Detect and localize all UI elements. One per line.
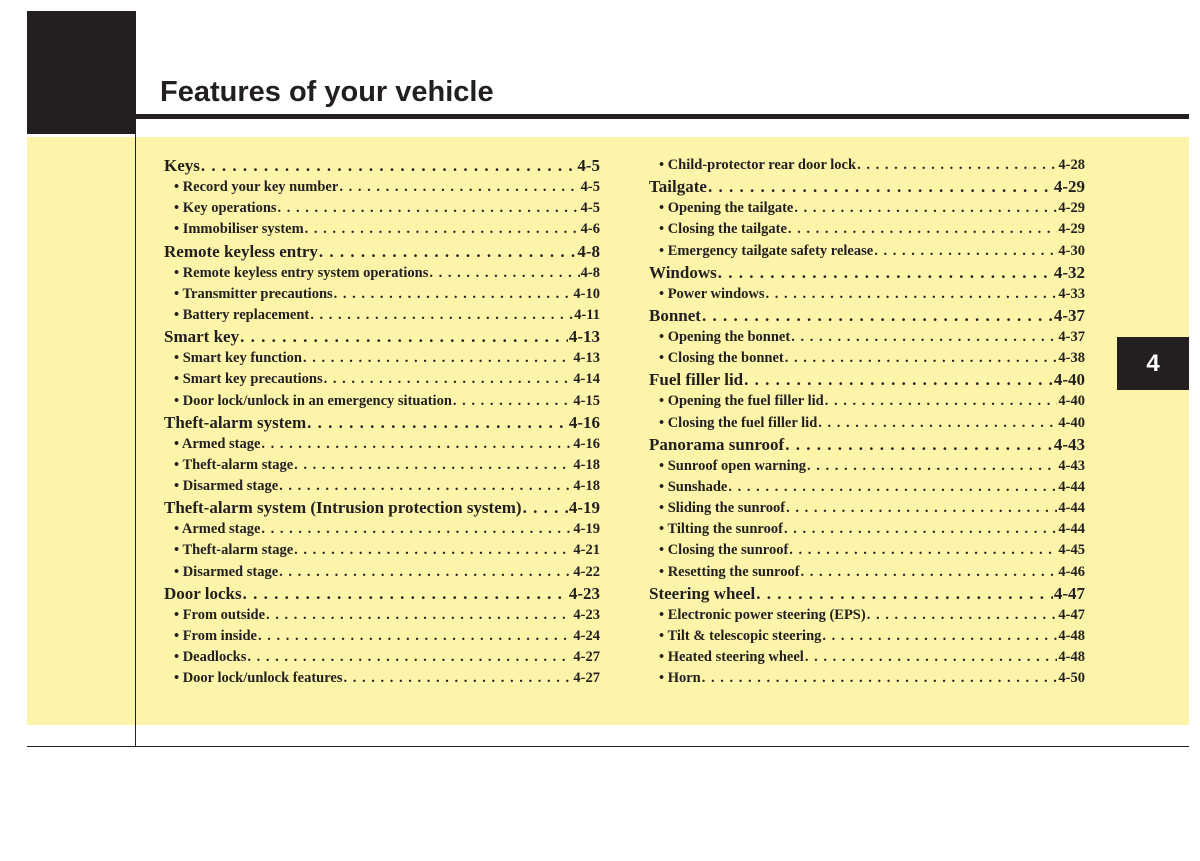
toc-subsection-entry[interactable] [164,263,600,284]
toc-entry-page: 4-30 [1058,242,1085,259]
toc-section-entry[interactable] [649,434,1085,456]
toc-subsection-entry[interactable] [164,476,600,497]
dot-leader [201,155,576,177]
margin-rule [135,134,136,747]
toc-entry-label: • Immobiliser system [174,221,304,238]
toc-entry-page: 4-44 [1058,500,1085,517]
toc-column-left [164,155,600,690]
dot-leader [786,498,1057,519]
dot-leader [789,540,1057,561]
toc-subsection-entry[interactable] [164,198,600,219]
toc-entry-label: • Theft-alarm stage [174,456,294,473]
toc-entry-label: • Disarmed stage [174,563,279,580]
toc-subsection-entry[interactable] [649,540,1085,561]
toc-entry-label: Windows [649,262,717,282]
dot-leader [794,198,1057,219]
toc-subsection-entry[interactable] [164,177,600,198]
toc-subsection-entry[interactable] [164,540,600,561]
toc-entry-page: 4-16 [568,412,600,432]
toc-subsection-entry[interactable] [649,519,1085,540]
dot-leader [303,348,572,369]
toc-entry-label: Theft-alarm system (Intrusion protection system) [164,498,522,518]
toc-entry-label: • Armed stage [174,435,261,452]
toc-entry-label: • From inside [174,628,257,644]
toc-subsection-entry[interactable] [649,219,1085,240]
toc-entry-page: 4-44 [1058,521,1085,538]
toc-entry-label: • Opening the bonnet [659,328,791,345]
toc-entry-page: 4-27 [573,670,600,687]
dot-leader [874,241,1057,262]
page-title: Features of your vehicle [160,76,494,108]
dot-leader [785,348,1058,369]
toc-entry-label: • Transmitter precautions [174,285,333,302]
toc-entry-page: 4-29 [1053,177,1085,197]
toc-entry-label: Smart key [164,327,240,347]
toc-section-entry[interactable] [164,583,600,605]
toc-entry-page: 4-27 [573,649,600,666]
dot-leader [728,477,1057,498]
toc-entry-page: 4-18 [573,456,600,473]
dot-leader [702,668,1058,689]
toc-subsection-entry[interactable] [649,348,1085,369]
dot-leader [258,626,572,647]
toc-entry-page: 4-40 [1058,414,1085,431]
bottom-rule [27,746,1189,747]
toc-section-entry[interactable] [164,241,600,263]
toc-subsection-entry[interactable] [649,155,1085,176]
dot-leader [867,605,1058,626]
toc-entry-page: 4-5 [577,156,600,175]
toc-entry-page: 4-37 [1053,305,1085,325]
dot-leader [702,305,1053,327]
dot-leader [319,241,576,263]
toc-entry-page: 4-28 [1058,157,1085,173]
toc-entry-label: Panorama sunroof [649,434,785,454]
toc-section-entry[interactable] [649,176,1085,198]
toc-entry-label: • Tilt & telescopic steering [659,628,822,644]
toc-entry-label: • Tilting the sunroof [659,521,783,538]
dot-leader [805,647,1058,668]
toc-section-entry[interactable] [649,583,1085,605]
toc-entry-page: 4-40 [1053,370,1085,390]
toc-subsection-entry[interactable] [649,327,1085,348]
toc-entry-label: • Sliding the sunroof [659,500,786,517]
toc-entry-page: 4-6 [580,221,600,238]
toc-entry-label: • From outside [174,606,266,623]
toc-entry-page: 4-29 [1058,200,1085,217]
toc-entry-page: 4-47 [1058,606,1085,623]
dot-leader [788,219,1057,240]
toc-entry-label: • Remote keyless entry system operations [174,264,429,281]
toc-subsection-entry[interactable] [164,305,600,326]
toc-subsection-entry[interactable] [164,519,600,540]
toc-subsection-entry[interactable] [649,498,1085,519]
toc-entry-label: • Deadlocks [174,649,247,666]
dot-leader [240,326,568,348]
header-rule [136,114,1189,119]
dot-leader [857,155,1057,176]
toc-entry-label: • Horn [659,670,701,687]
toc-entry-page: 4-43 [1053,434,1085,454]
toc-subsection-entry[interactable] [164,434,600,455]
dot-leader [801,562,1058,583]
toc-entry-label: Theft-alarm system [164,412,307,432]
toc-entry-label: • Smart key precautions [174,371,323,388]
dot-leader [708,176,1053,198]
toc-subsection-entry[interactable] [649,647,1085,668]
dot-leader [261,434,572,455]
toc-entry-label: • Battery replacement [174,306,310,323]
dot-leader [343,668,572,689]
toc-entry-label: • Opening the tailgate [659,200,794,217]
toc-subsection-entry[interactable] [649,477,1085,498]
dot-leader [278,198,580,219]
toc-subsection-entry[interactable] [164,605,600,626]
toc-entry-page: 4-32 [1053,262,1085,282]
toc-entry-label: • Resetting the sunroof [659,563,800,580]
dot-leader [261,519,572,540]
toc-entry-label: • Closing the sunroof [659,542,789,559]
dot-leader [822,626,1057,647]
toc-entry-label: Keys [164,156,200,175]
dot-leader [766,284,1058,305]
header-black-block [27,11,136,134]
toc-entry-page: 4-24 [573,628,600,644]
chapter-number: 4 [1146,349,1160,377]
dot-leader [785,434,1053,456]
toc-entry-page: 4-19 [573,521,600,538]
dot-leader [429,263,579,284]
dot-leader [791,327,1057,348]
dot-leader [294,455,572,476]
toc-entry-page: 4-5 [580,200,600,217]
toc-entry-label: • Heated steering wheel [659,649,804,666]
toc-entry-page: 4-50 [1058,670,1085,687]
toc-subsection-entry[interactable] [649,626,1085,647]
toc-entry-label: Bonnet [649,305,701,325]
toc-entry-page: 4-13 [568,327,600,347]
toc-entry-label: • Closing the bonnet [659,350,784,367]
toc-subsection-entry[interactable] [649,198,1085,219]
toc-subsection-entry[interactable] [164,668,600,689]
toc-subsection-entry[interactable] [649,241,1085,262]
toc-entry-label: • Smart key function [174,350,302,367]
toc-entry-page: 4-13 [573,350,600,367]
toc-subsection-entry[interactable] [649,605,1085,626]
dot-leader [247,647,572,668]
dot-leader [718,262,1053,284]
toc-section-entry[interactable] [649,262,1085,284]
toc-entry-label: • Door lock/unlock features [174,670,343,687]
toc-entry-page: 4-14 [573,371,600,388]
toc-section-entry[interactable] [649,369,1085,391]
toc-entry-page: 4-48 [1058,649,1085,666]
toc-subsection-entry[interactable] [649,413,1085,434]
toc-entry-page: 4-18 [573,478,600,495]
toc-entry-label: • Emergency tailgate safety release [659,242,874,259]
toc-entry-page: 4-23 [568,583,600,603]
toc-subsection-entry[interactable] [649,284,1085,305]
toc-entry-label: • Child-protector rear door lock [659,157,857,173]
toc-entry-label: • Key operations [174,200,277,217]
toc-section-entry[interactable] [164,412,600,434]
dot-leader [744,369,1053,391]
dot-leader [279,476,572,497]
dot-leader [784,519,1057,540]
toc-entry-label: • Power windows [659,285,765,302]
dot-leader [334,284,573,305]
toc-entry-label: • Theft-alarm stage [174,542,294,559]
toc-subsection-entry[interactable] [649,562,1085,583]
dot-leader [523,497,568,519]
toc-entry-label: • Closing the tailgate [659,221,787,238]
toc-entry-page: 4-10 [573,285,600,302]
dot-leader [305,219,580,240]
toc-entry-label: • Closing the fuel filler lid [659,414,818,431]
chapter-tab [1117,337,1189,390]
toc-subsection-entry[interactable] [164,369,600,390]
dot-leader [825,391,1058,412]
toc-subsection-entry[interactable] [164,391,600,412]
dot-leader [339,177,579,198]
toc-entry-page: 4-15 [573,392,600,409]
dot-leader [310,305,573,326]
toc-subsection-entry[interactable] [164,626,600,647]
toc-entry-label: Remote keyless entry [164,241,318,261]
toc-entry-page: 4-23 [573,606,600,623]
toc-entry-page: 4-44 [1058,478,1085,495]
toc-subsection-entry[interactable] [164,284,600,305]
toc-subsection-entry[interactable] [164,219,600,240]
dot-leader [307,412,568,434]
toc-subsection-entry[interactable] [164,647,600,668]
toc-entry-page: 4-46 [1058,563,1085,580]
toc-entry-page: 4-43 [1058,457,1085,474]
dot-leader [453,391,573,412]
toc-entry-page: 4-40 [1058,393,1085,410]
toc-entry-page: 4-8 [580,264,600,281]
toc-entry-page: 4-47 [1053,583,1085,603]
toc-entry-label: • Disarmed stage [174,478,279,495]
toc-entry-label: • Electronic power steering (EPS) [659,606,866,623]
dot-leader [266,605,572,626]
toc-section-entry[interactable] [649,305,1085,327]
toc-entry-label: • Sunshade [659,478,728,495]
toc-subsection-entry[interactable] [164,348,600,369]
toc-entry-page: 4-45 [1058,542,1085,559]
toc-subsection-entry[interactable] [164,455,600,476]
toc-entry-label: • Door lock/unlock in an emergency situation [174,392,452,409]
toc-entry-label: • Armed stage [174,521,261,538]
toc-entry-page: 4-33 [1058,285,1085,302]
toc-entry-page: 4-19 [568,498,600,518]
toc-entry-page: 4-8 [577,241,600,261]
toc-entry-label: Fuel filler lid [649,370,744,390]
dot-leader [324,369,573,390]
toc-entry-page: 4-16 [573,435,600,452]
toc-subsection-entry[interactable] [649,456,1085,477]
toc-entry-page: 4-38 [1058,350,1085,367]
toc-entry-page: 4-21 [573,542,600,559]
dot-leader [294,540,572,561]
dot-leader [279,562,572,583]
toc-entry-page: 4-48 [1058,628,1085,644]
toc-entry-page: 4-11 [574,306,600,323]
toc-entry-page: 4-22 [573,563,600,580]
toc-subsection-entry[interactable] [649,391,1085,412]
dot-leader [818,413,1057,434]
toc-column-right [649,155,1085,690]
toc-entry-page: 4-5 [580,179,600,195]
toc-entry-label: • Record your key number [174,179,339,195]
toc-subsection-entry[interactable] [649,668,1085,689]
toc-section-entry[interactable] [164,326,600,348]
toc-entry-label: • Sunroof open warning [659,457,807,474]
toc-section-entry[interactable] [164,155,600,177]
toc-entry-label: Door locks [164,583,242,603]
dot-leader [756,583,1053,605]
toc-entry-label: • Opening the fuel filler lid [659,393,824,410]
toc-entry-page: 4-29 [1058,221,1085,238]
toc-entry-page: 4-37 [1058,328,1085,345]
dot-leader [243,583,568,605]
toc-entry-label: Tailgate [649,177,707,197]
dot-leader [807,456,1057,477]
toc-subsection-entry[interactable] [164,562,600,583]
toc-section-entry[interactable] [164,497,600,519]
toc-entry-label: Steering wheel [649,583,756,603]
